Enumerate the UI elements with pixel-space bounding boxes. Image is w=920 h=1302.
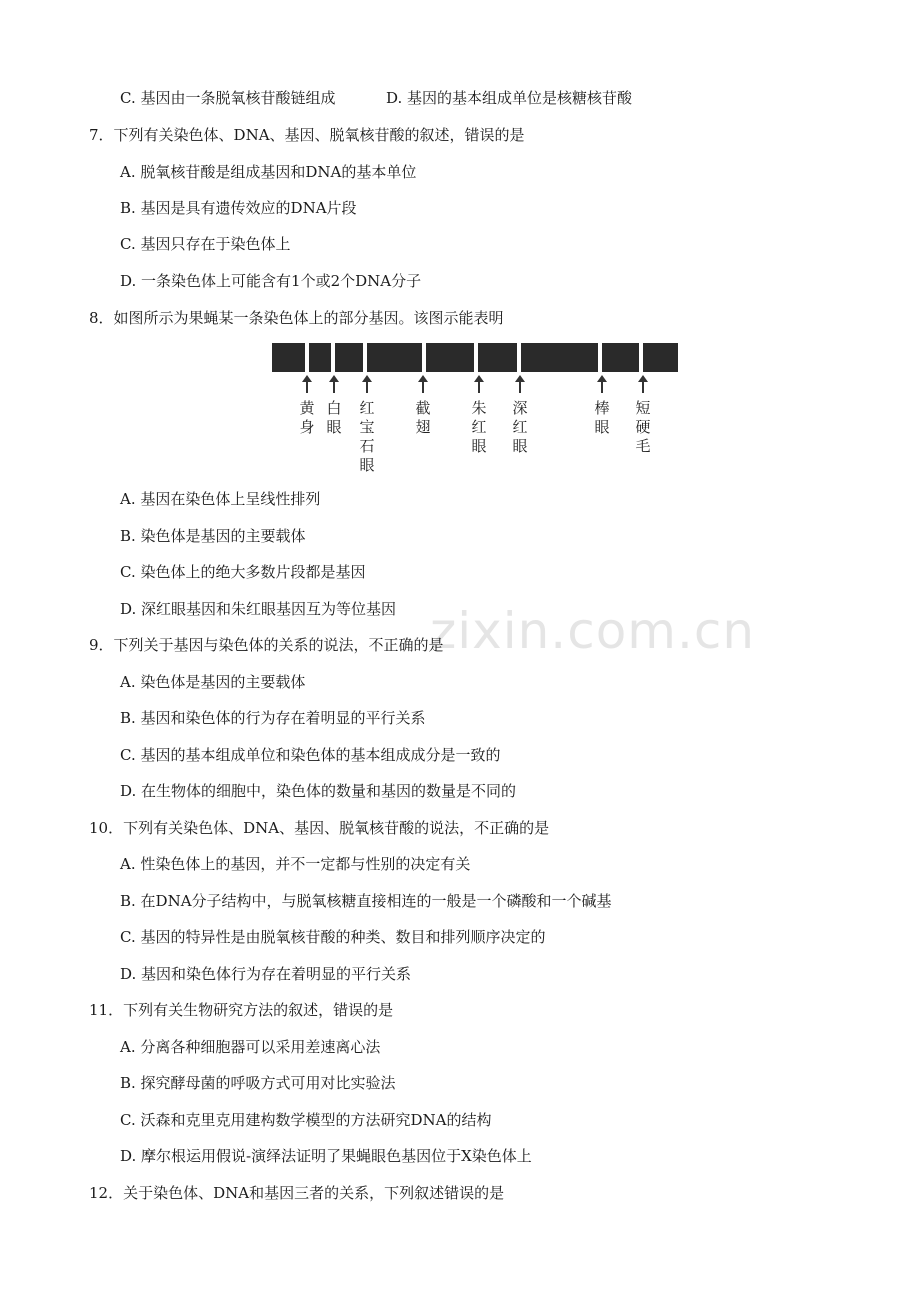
q8-option-c: C. 染色体上的绝大多数片段都是基因 — [120, 563, 366, 581]
chromosome-segment — [521, 343, 598, 372]
watermark-text: zixin.com.cn — [430, 602, 756, 660]
chromosome-segment — [272, 343, 305, 372]
q11-option-d: D. 摩尔根运用假说-演绎法证明了果蝇眼色基因位于X染色体上 — [120, 1147, 532, 1165]
gene-label: 短硬毛 — [635, 399, 651, 455]
q9-option-b: B. 基因和染色体的行为存在着明显的平行关系 — [120, 709, 426, 727]
q6-option-d: D. 基因的基本组成单位是核糖核苷酸 — [386, 89, 633, 107]
gene-label: 白眼 — [326, 399, 342, 436]
q7-option-d: D. 一条染色体上可能含有1个或2个DNA分子 — [120, 272, 422, 290]
q10-option-a: A. 性染色体上的基因，并不一定都与性别的决定有关 — [120, 855, 471, 873]
q9-option-a: A. 染色体是基因的主要载体 — [120, 673, 306, 691]
q6-option-c: C. 基因由一条脱氧核苷酸链组成 — [120, 89, 336, 107]
gene-label: 朱红眼 — [471, 399, 487, 455]
q11-option-a: A. 分离各种细胞器可以采用差速离心法 — [120, 1038, 381, 1056]
gene-label: 截翅 — [415, 399, 431, 436]
chromosome-gene-figure — [272, 343, 682, 473]
chromosome-segment — [602, 343, 639, 372]
q8-stem: 8．如图所示为果蝇某一条染色体上的部分基因。该图示能表明 — [89, 309, 504, 327]
up-arrow-icon — [474, 375, 484, 393]
up-arrow-icon — [597, 375, 607, 393]
gene-label: 深红眼 — [512, 399, 528, 455]
chromosome-segment — [478, 343, 517, 372]
chromosome-segment — [309, 343, 331, 372]
chromosome-segment — [426, 343, 474, 372]
q9-stem: 9．下列关于基因与染色体的关系的说法，不正确的是 — [89, 636, 444, 654]
up-arrow-icon — [418, 375, 428, 393]
chromosome-segment — [367, 343, 422, 372]
q11-option-b: B. 探究酵母菌的呼吸方式可用对比实验法 — [120, 1074, 396, 1092]
q8-option-a: A. 基因在染色体上呈线性排列 — [120, 490, 321, 508]
q9-option-d: D. 在生物体的细胞中，染色体的数量和基因的数量是不同的 — [120, 782, 517, 800]
q8-option-b: B. 染色体是基因的主要载体 — [120, 527, 306, 545]
q7-option-a: A. 脱氧核苷酸是组成基因和DNA的基本单位 — [120, 163, 417, 181]
q7-option-c: C. 基因只存在于染色体上 — [120, 235, 291, 253]
q8-option-d: D. 深红眼基因和朱红眼基因互为等位基因 — [120, 600, 397, 618]
q12-stem: 12．关于染色体、DNA和基因三者的关系，下列叙述错误的是 — [89, 1184, 505, 1202]
up-arrow-icon — [329, 375, 339, 393]
q7-stem: 7．下列有关染色体、DNA、基因、脱氧核苷酸的叙述，错误的是 — [89, 126, 525, 144]
chromosome-segment — [335, 343, 363, 372]
q11-option-c: C. 沃森和克里克用建构数学模型的方法研究DNA的结构 — [120, 1111, 492, 1129]
up-arrow-icon — [515, 375, 525, 393]
q10-stem: 10．下列有关染色体、DNA、基因、脱氧核苷酸的说法，不正确的是 — [89, 819, 550, 837]
chromosome-segment — [643, 343, 678, 372]
up-arrow-icon — [362, 375, 372, 393]
q10-option-c: C. 基因的特异性是由脱氧核苷酸的种类、数目和排列顺序决定的 — [120, 928, 546, 946]
gene-label: 红宝石眼 — [359, 399, 375, 474]
up-arrow-icon — [638, 375, 648, 393]
q10-option-d: D. 基因和染色体行为存在着明显的平行关系 — [120, 965, 412, 983]
gene-label: 黄身 — [299, 399, 315, 436]
q11-stem: 11．下列有关生物研究方法的叙述，错误的是 — [89, 1001, 394, 1019]
up-arrow-icon — [302, 375, 312, 393]
gene-label: 棒眼 — [594, 399, 610, 436]
q10-option-b: B. 在DNA分子结构中，与脱氧核糖直接相连的一般是一个磷酸和一个碱基 — [120, 892, 612, 910]
q7-option-b: B. 基因是具有遗传效应的DNA片段 — [120, 199, 357, 217]
q9-option-c: C. 基因的基本组成单位和染色体的基本组成成分是一致的 — [120, 746, 501, 764]
